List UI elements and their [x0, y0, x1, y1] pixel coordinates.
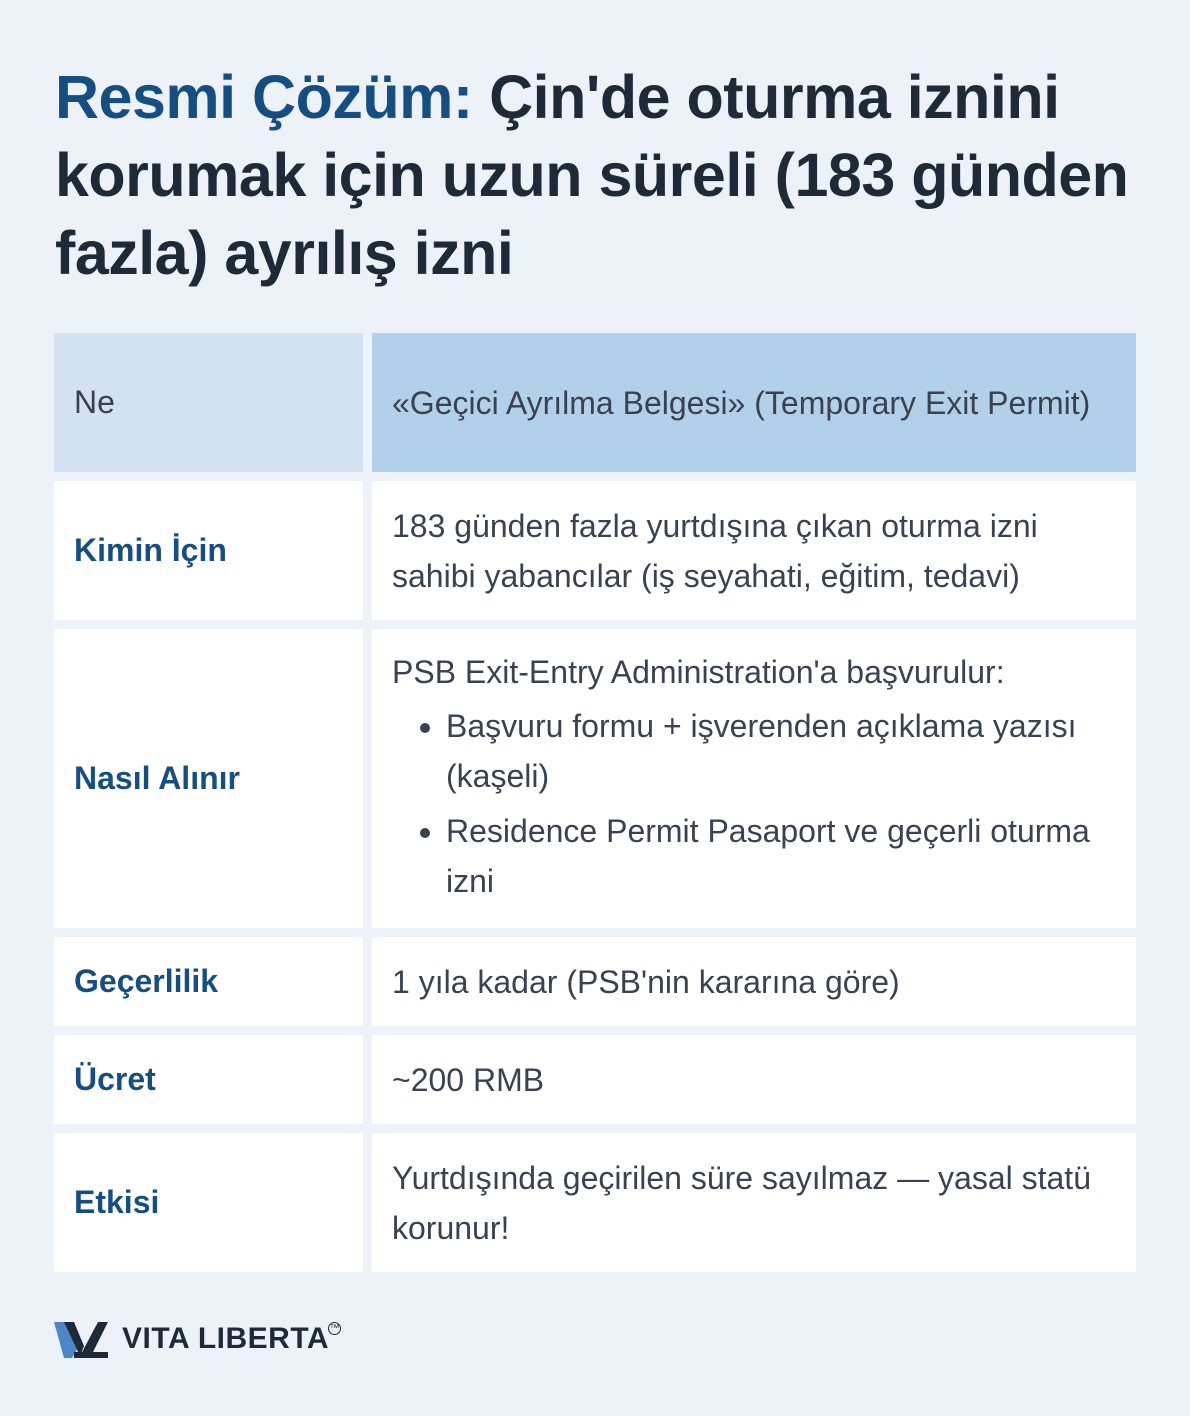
row-value-cell [372, 481, 1136, 620]
row-value-cell [372, 1035, 1136, 1124]
row-value-cell [372, 629, 1136, 928]
header-label: Ne [74, 384, 115, 420]
row-value: ~200 RMB [392, 1061, 545, 1098]
header-value: «Geçici Ayrılma Belgesi» (Temporary Exit Permit) [392, 384, 1091, 421]
row-label: Nasıl Alınır [74, 760, 240, 796]
page-title [55, 58, 1135, 292]
row-label-cell [54, 937, 363, 1026]
row-label-cell [54, 1133, 363, 1272]
row-value-cell [372, 937, 1136, 1026]
row-label-cell [54, 629, 363, 928]
row-label-cell [54, 481, 363, 620]
title-accent: Resmi Çözüm: [55, 63, 473, 131]
header-label-cell [54, 333, 363, 472]
trademark-mark: ™ [329, 1323, 340, 1334]
row-value: Yurtdışında geçirilen süre sayılmaz — yasal statü korunur! [392, 1159, 1091, 1246]
row-label: Geçerlilik [74, 963, 219, 999]
brand-footer [54, 1318, 340, 1360]
row-value-cell [372, 1133, 1136, 1272]
vita-liberta-logo-icon [54, 1318, 110, 1360]
header-value-cell [372, 333, 1136, 472]
row-label-cell [54, 1035, 363, 1124]
list-item: • Residence Permit Pasaport ve geçerli oturma izni [446, 806, 1116, 906]
title-rest: Çin'de oturma iznini korumak için uzun süreli (183 günden fazla) ayrılış izni [55, 63, 1129, 287]
info-table [54, 333, 1136, 1272]
list-item: • Başvuru formu + işverenden açıklama yazısı (kaşeli) [446, 701, 1116, 801]
requirements-list [392, 701, 1116, 906]
row-value: 183 günden fazla yurtdışına çıkan oturma izni sahibi yabancılar (iş seyahati, eğitim, tedavi) [392, 507, 1038, 594]
row-value: 1 yıla kadar (PSB'nin kararına göre) [392, 963, 900, 1000]
row-label: Kimin İçin [74, 532, 227, 568]
brand-name: VITA LIBERTA [122, 1322, 330, 1355]
row-label: Etkisi [74, 1184, 160, 1220]
row-label: Ücret [74, 1061, 156, 1097]
row-intro-text: PSB Exit-Entry Administration'a başvurulur: [392, 653, 1005, 690]
